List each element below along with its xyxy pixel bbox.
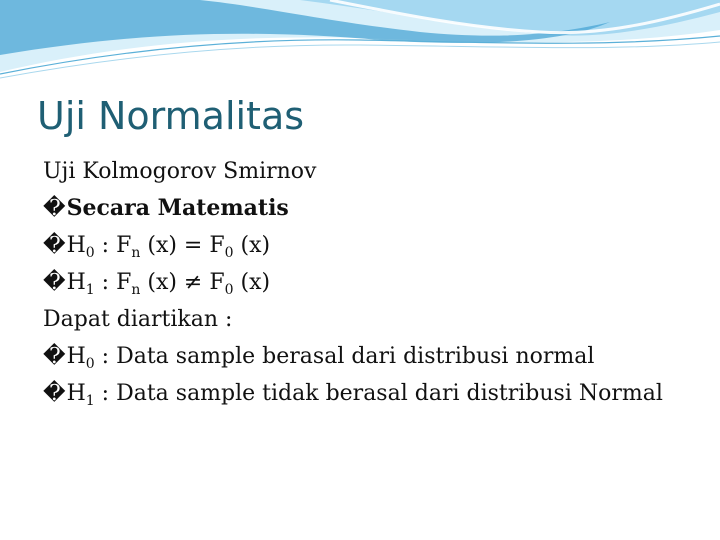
bullet-glyph: � [43,196,66,221]
h0-meaning-text: : Data sample berasal dari distribusi normal [94,344,595,369]
h0-meaning-subscript: 0 [85,356,95,372]
h1-end: (x) [233,270,271,295]
line-uji-ks [43,153,713,190]
h0-end: (x) [233,233,271,258]
h0-letter: H [66,233,86,258]
line-secara-matematis-text: Secara Matematis [66,195,289,221]
bullet-glyph: � [43,270,66,295]
line-uji-ks-text: Uji Kolmogorov Smirnov [43,159,317,184]
h0-mid: (x) = F [140,233,225,258]
line-secara-matematis [43,190,713,227]
h1-fn-subscript: n [131,282,141,298]
h0-meaning-letter: H [66,344,86,369]
bullet-glyph: � [43,344,66,369]
line-dapat-diartikan [43,301,713,338]
line-h0-formula [43,227,713,264]
bullet-glyph: � [43,381,66,406]
line-h0-meaning [43,338,713,375]
h0-fn-subscript: n [131,245,141,261]
h0-sep: : F [94,233,132,258]
h1-mid: (x) ≠ F [140,270,225,295]
h1-subscript: 1 [85,282,95,298]
slide-title: Uji Normalitas [37,94,305,138]
h0-f0-subscript: 0 [224,245,234,261]
bullet-glyph: � [43,233,66,258]
h0-subscript: 0 [85,245,95,261]
h1-meaning-text: : Data sample tidak berasal dari distribusi Normal [94,381,663,406]
h1-meaning-subscript: 1 [85,393,95,409]
h1-meaning-letter: H [66,381,86,406]
h1-sep: : F [94,270,132,295]
slide-body [43,153,713,412]
line-h1-formula [43,264,713,301]
line-h1-meaning [43,375,713,412]
h1-f0-subscript: 0 [224,282,234,298]
header-wave-decoration [0,0,720,90]
h1-letter: H [66,270,86,295]
line-dapat-diartikan-text: Dapat diartikan : [43,307,233,332]
